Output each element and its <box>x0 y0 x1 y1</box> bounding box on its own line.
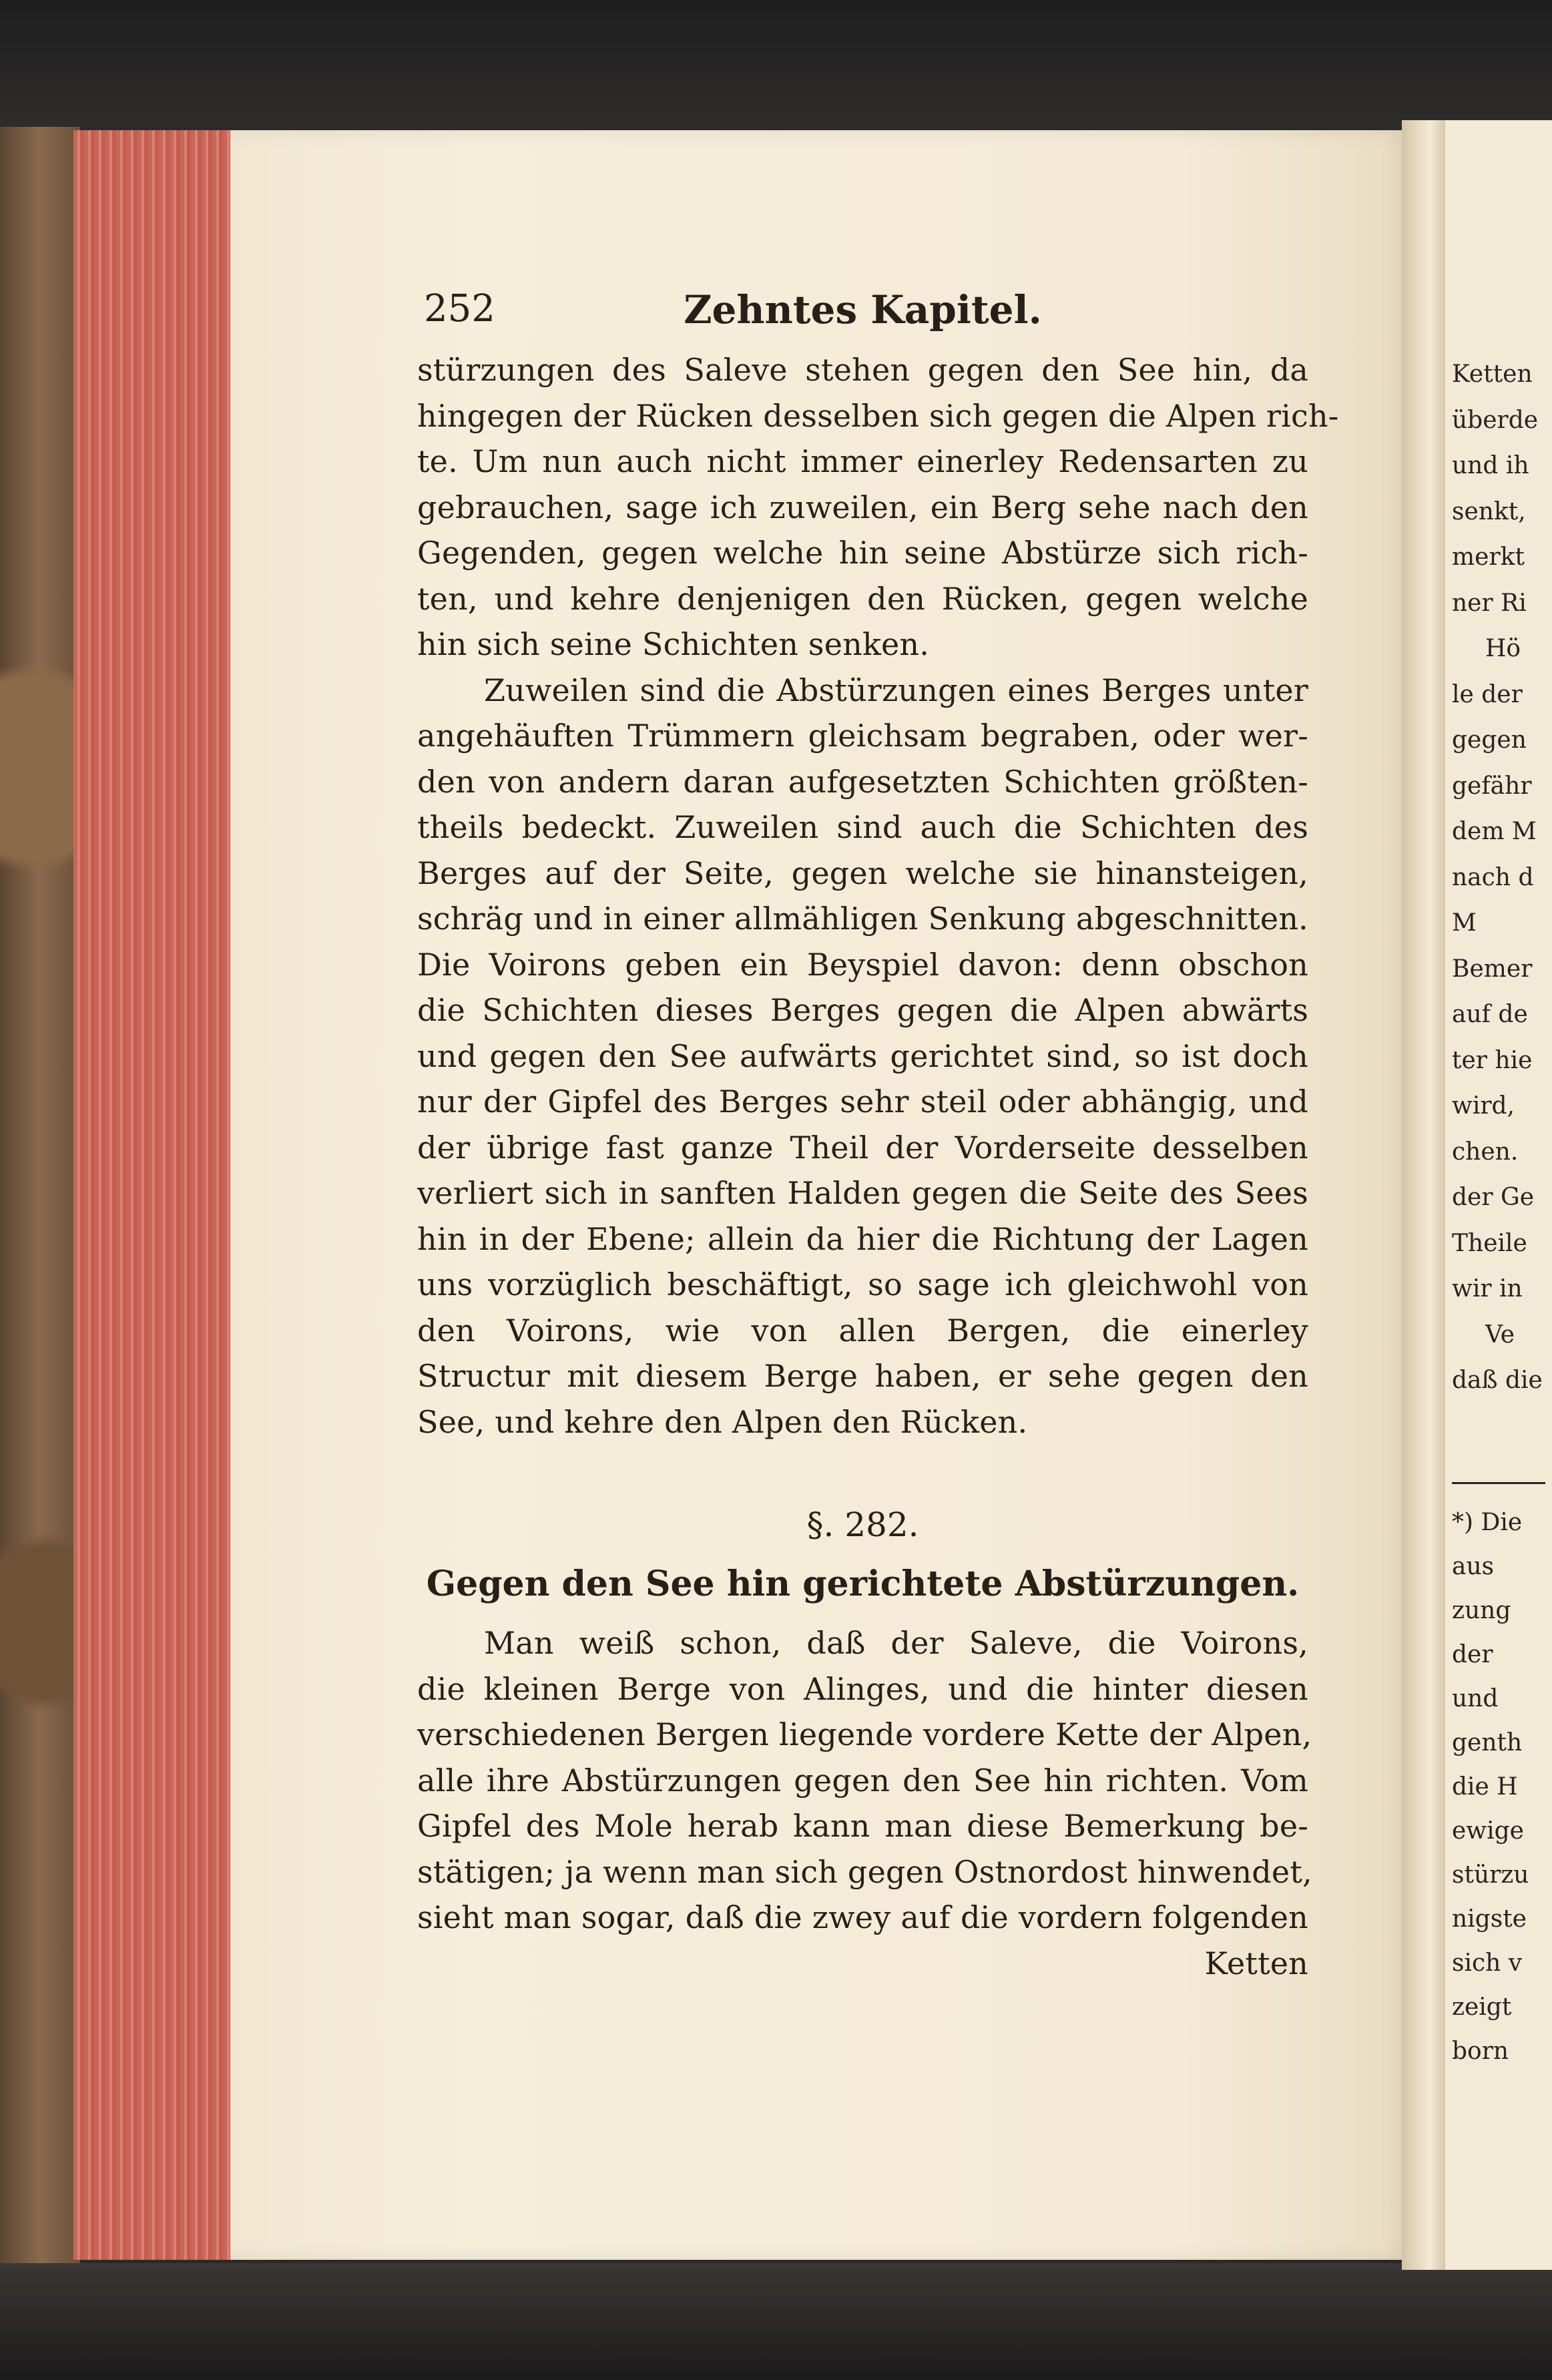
text-line: uns vorzüglich beschäftigt, so sage ich gleichwohl von <box>417 1266 1308 1302</box>
facing-page-fragment: merkt <box>1452 543 1525 571</box>
facing-page-fragment: wir in <box>1452 1275 1523 1302</box>
facing-page-fragment: und <box>1452 1685 1499 1712</box>
text-line: angehäuften Trümmern gleichsam begraben, oder wer- <box>417 718 1308 754</box>
text-line: hin in der Ebene; allein da hier die Richtung der Lagen <box>417 1220 1308 1257</box>
text-line: theils bedeckt. Zuweilen sind auch die Schichten des <box>417 809 1308 845</box>
facing-page-fragment: Bemer <box>1452 955 1533 983</box>
facing-page-fragment: ner Ri <box>1452 589 1527 617</box>
facing-page-fragment: Ketten <box>1452 361 1533 388</box>
facing-page-fragment: daß die <box>1452 1367 1543 1394</box>
facing-page-fragment: le der <box>1452 680 1523 708</box>
text-line: verschiedenen Bergen liegende vordere Kette der Alpen, <box>417 1716 1312 1752</box>
text-line: die Schichten dieses Berges gegen die Alpen abwärts <box>417 992 1308 1028</box>
text-line: den Voirons, wie von allen Bergen, die einerley <box>417 1312 1308 1349</box>
text-line: verliert sich in sanften Halden gegen die Seite des Sees <box>417 1175 1308 1211</box>
facing-page-fragment: dem M <box>1452 818 1537 845</box>
facing-page-fragment: senkt, <box>1452 497 1526 525</box>
section-number: §. 282. <box>806 1505 919 1544</box>
text-line: Zuweilen sind die Abstürzungen eines Berges unter <box>484 672 1308 708</box>
page-number: 252 <box>424 287 495 330</box>
text-line: die kleinen Berge von Alinges, und die hinter diesen <box>417 1670 1308 1707</box>
footnote-divider <box>1452 1482 1545 1484</box>
book-cover-left <box>0 127 80 2263</box>
page-edges <box>73 130 234 2260</box>
page-header <box>417 287 1308 347</box>
book-gutter <box>1402 120 1449 2270</box>
facing-page-fragment: der <box>1452 1641 1493 1668</box>
running-title: Zehntes Kapitel. <box>684 287 1042 332</box>
text-line: nur der Gipfel des Berges sehr steil oder abhängig, und <box>417 1084 1308 1120</box>
facing-page-fragment: M <box>1452 909 1477 937</box>
text-line: stätigen; ja wenn man sich gegen Ostnordost hinwendet, <box>417 1853 1312 1890</box>
text-block <box>417 287 1339 1986</box>
text-line: Gipfel des Mole herab kann man diese Bemerkung be- <box>417 1808 1308 1844</box>
facing-page-fragment: zeigt <box>1452 1993 1512 2021</box>
facing-page-fragment: auf de <box>1452 1001 1528 1028</box>
facing-page-fragment: stürzu <box>1452 1861 1529 1889</box>
text-line: stürzungen des Saleve stehen gegen den See hin, da <box>417 352 1308 388</box>
text-line: te. Um nun auch nicht immer einerley Redensarten zu <box>417 443 1308 479</box>
facing-page-fragment: *) Die <box>1452 1509 1523 1536</box>
text-line: gebrauchen, sage ich zuweilen, ein Berg sehe nach den <box>417 489 1308 525</box>
facing-page-fragment: der Ge <box>1452 1184 1535 1211</box>
facing-page-fragment: Hö <box>1485 635 1521 662</box>
photo-background-top <box>0 0 1552 127</box>
facing-page <box>1445 120 1552 2270</box>
text-line: schräg und in einer allmähligen Senkung abgeschnitten. <box>417 901 1308 937</box>
photo-background-bottom <box>0 2263 1552 2380</box>
facing-page-fragment: zung <box>1452 1597 1511 1624</box>
text-line: und gegen den See aufwärts gerichtet sind, so ist doch <box>417 1037 1308 1074</box>
text-line: sieht man sogar, daß die zwey auf die vordern folgenden <box>417 1899 1308 1935</box>
facing-page-fragment: nigste <box>1452 1905 1527 1933</box>
facing-page-fragment: überde <box>1452 406 1539 434</box>
text-line: alle ihre Abstürzungen gegen den See hin richten. Vom <box>417 1762 1308 1799</box>
facing-page-fragment: gefähr <box>1452 772 1532 800</box>
text-line: den von andern daran aufgesetzten Schichten größten- <box>417 763 1308 800</box>
paragraph-2 <box>417 668 1308 1445</box>
facing-page-fragment: aus <box>1452 1553 1495 1580</box>
facing-page-fragment: sich v <box>1452 1949 1523 1977</box>
text-line: Die Voirons geben ein Beyspiel davon: denn obschon <box>417 946 1308 983</box>
text-line: der übrige fast ganze Theil der Vorderseite desselben <box>417 1129 1308 1166</box>
facing-page-fragment: ewige <box>1452 1817 1524 1845</box>
text-line: hingegen der Rücken desselben sich gegen die Alpen rich- <box>417 397 1339 434</box>
text-line: Gegenden, gegen welche hin seine Abstürze sich rich- <box>417 535 1308 571</box>
text-line: ten, und kehre denjenigen den Rücken, gegen welche <box>417 580 1308 617</box>
text-line: Structur mit diesem Berge haben, er sehe gegen den <box>417 1358 1308 1394</box>
facing-page-fragment: wird, <box>1452 1092 1515 1120</box>
facing-page-fragment: nach d <box>1452 863 1534 891</box>
facing-page-fragment: Ve <box>1485 1321 1515 1349</box>
section-heading: Gegen den See hin gerichtete Abstürzungen. <box>426 1564 1300 1604</box>
text-line: See, und kehre den Alpen den Rücken. <box>417 1403 1028 1440</box>
facing-page-fragment: und ih <box>1452 452 1529 479</box>
text-line: Berges auf der Seite, gegen welche sie hinansteigen, <box>417 855 1308 891</box>
facing-page-fragment: die H <box>1452 1773 1518 1801</box>
facing-page-fragment: chen. <box>1452 1138 1519 1166</box>
text-line: hin sich seine Schichten senken. <box>417 626 930 662</box>
facing-page-fragment: ter hie <box>1452 1046 1533 1074</box>
paragraph-3 <box>417 1620 1312 1986</box>
catchword: Ketten <box>1204 1945 1308 1981</box>
paragraph-1 <box>417 347 1339 668</box>
facing-page-fragment: genth <box>1452 1729 1523 1756</box>
text-line: Man weiß schon, daß der Saleve, die Voirons, <box>484 1625 1308 1661</box>
facing-page-fragment: Theile <box>1452 1229 1527 1257</box>
facing-page-fragment: born <box>1452 2038 1509 2065</box>
facing-page-fragment: gegen <box>1452 726 1527 754</box>
